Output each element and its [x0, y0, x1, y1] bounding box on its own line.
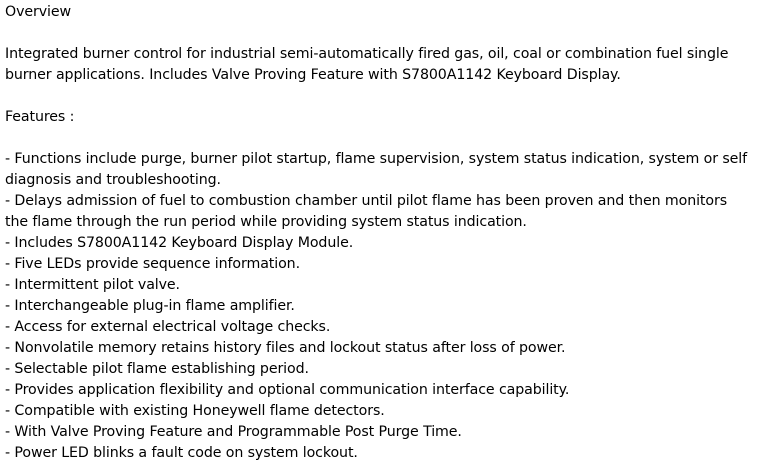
- feature-item: - With Valve Proving Feature and Programmable Post Purge Time.: [5, 424, 462, 440]
- spacer: [5, 23, 760, 44]
- feature-item: - Includes S7800A1142 Keyboard Display Module.: [5, 235, 354, 251]
- feature-item: - Power LED blinks a fault code on system lockout.: [5, 445, 358, 461]
- overview-text: Integrated burner control for industrial semi-automatically fired gas, oil, coal or combination fuel single burner applications. Includes Valve Proving Feature with S7800A1142 Keyboard Display.: [5, 46, 729, 83]
- feature-item: - Nonvolatile memory retains history files and lockout status after loss of power.: [5, 340, 566, 356]
- feature-item: - Selectable pilot flame establishing period.: [5, 361, 309, 377]
- features-list: [5, 149, 757, 464]
- feature-item: - Intermittent pilot valve.: [5, 277, 180, 293]
- feature-item: - Compatible with existing Honeywell flame detectors.: [5, 403, 385, 419]
- feature-item: - Five LEDs provide sequence information.: [5, 256, 300, 272]
- feature-item: - Interchangeable plug-in flame amplifier.: [5, 298, 295, 314]
- spacer: [5, 86, 760, 107]
- feature-item: - Provides application flexibility and optional communication interface capability.: [5, 382, 570, 398]
- product-description: [5, 2, 760, 464]
- spacer: [5, 128, 760, 149]
- feature-item: - Delays admission of fuel to combustion chamber until pilot flame has been proven and then monitors the flame through the run period while providing system status indication.: [5, 193, 727, 230]
- overview-heading: Overview: [5, 4, 71, 20]
- features-heading: Features :: [5, 109, 75, 125]
- feature-item: - Functions include purge, burner pilot startup, flame supervision, system status indication, system or self diagnosis and troubleshooting.: [5, 151, 748, 188]
- feature-item: - Access for external electrical voltage checks.: [5, 319, 331, 335]
